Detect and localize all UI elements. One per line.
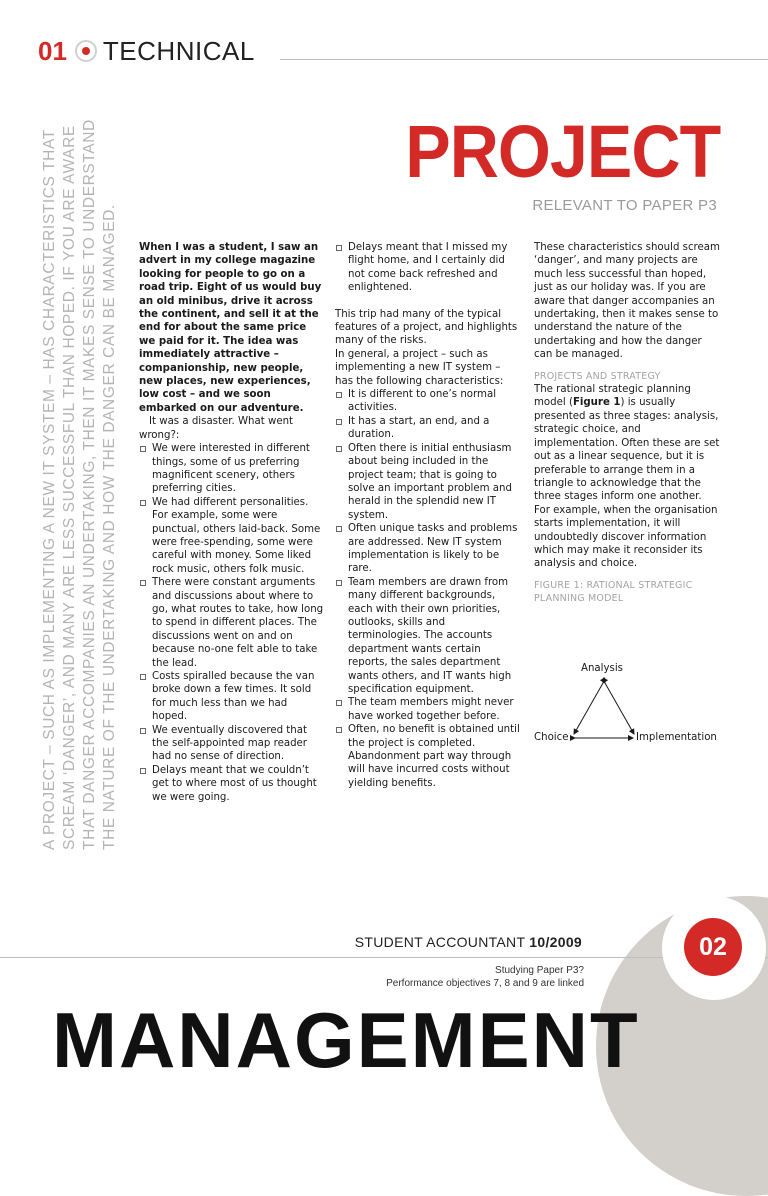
paragraph-text: ) is usually presented as three stages: analysis, strategic choice, and implementation. Often these are set out as a linear sequence, but it is preferable to arrange them in a triangle to acknowledge that the three stages inform one another. For example, when the organisation starts implementation, it will undoubtedly discover information which may make it reconsider its analysis and choice. bbox=[534, 397, 720, 570]
paragraph: This trip had many of the typical features of a project, and highlights many of the risks. bbox=[335, 308, 518, 347]
sidebar-line: A PROJECT – SUCH AS IMPLEMENTING A NEW IT SYSTEM – HAS CHARACTERISTICS THAT bbox=[41, 129, 58, 850]
footer-note bbox=[300, 964, 584, 990]
list-item: Delays meant that we couldn’t get to where most of us thought we were going. bbox=[139, 764, 325, 804]
section-number: 01 bbox=[38, 35, 67, 66]
section-label: TECHNICAL bbox=[102, 35, 255, 66]
next-page-title: MANAGEMENT bbox=[52, 996, 640, 1084]
article-column-1 bbox=[139, 241, 325, 804]
arrow-analysis-choice bbox=[574, 683, 603, 734]
sidebar-line: THE NATURE OF THE UNDERTAKING AND HOW THE DANGER CAN BE MANAGED. bbox=[101, 204, 118, 850]
magazine-issue: 10/2009 bbox=[529, 934, 582, 950]
diagram-node-implementation: Implementation bbox=[636, 732, 717, 743]
magazine-credit bbox=[300, 934, 582, 950]
figure-caption: FIGURE 1: RATIONAL STRATEGIC PLANNING MODEL bbox=[534, 579, 693, 605]
diagram-node-analysis: Analysis bbox=[581, 663, 623, 674]
sidebar-pull-quote bbox=[40, 110, 120, 850]
target-icon bbox=[75, 40, 97, 62]
list-item: We were interested in different things, some of us preferring magnificent scenery, others preferring cities. bbox=[139, 442, 325, 496]
diagram-node-choice: Choice bbox=[534, 732, 569, 743]
figure-reference: Figure 1 bbox=[572, 397, 621, 409]
list-item: Often unique tasks and problems are addressed. New IT system implementation is likely to be rare. bbox=[335, 522, 521, 576]
list-item: The team members might never have worked together before. bbox=[335, 696, 521, 723]
article-column-3 bbox=[534, 241, 720, 606]
lead-paragraph: When I was a student, I saw an advert in my college magazine looking for people to go on a road trip. Eight of us would buy an old minibus, drive it across the continent, and sell it at the end for about the same price we paid for it. The idea was immediately attractive – companionship, new people, new places, new experiences, low cost – and we soon embarked on our adventure. bbox=[139, 242, 322, 414]
list-item: It is different to one’s normal activities. bbox=[335, 388, 521, 415]
footer-note-line: Performance objectives 7, 8 and 9 are linked bbox=[386, 978, 584, 989]
list-item: Delays meant that I missed my flight home, and I certainly did not come back refreshed and enlightened. bbox=[335, 241, 521, 295]
paragraph bbox=[534, 383, 720, 571]
spacer bbox=[534, 571, 720, 579]
arrow-analysis-implementation bbox=[605, 683, 634, 734]
list-item: It has a start, an end, and a duration. bbox=[335, 415, 521, 442]
footer-rule bbox=[0, 957, 768, 958]
list-item: Costs spiralled because the van broke down a few times. It sold for much less than we had hoped. bbox=[139, 670, 325, 724]
list-item: There were constant arguments and discussions about where to go, what routes to take, how long to spend in different places. The discussions went on and on because no-one felt able to take the lead. bbox=[139, 576, 325, 670]
header-rule bbox=[280, 59, 768, 60]
list-item: We eventually discovered that the self-appointed map reader had no sense of direction. bbox=[139, 724, 325, 764]
spacer bbox=[534, 362, 720, 370]
sidebar-line: THAT DANGER ACCOMPANIES AN UNDERTAKING, THEN IT MAKES SENSE TO UNDERSTAND bbox=[81, 119, 98, 850]
list-item: Team members are drawn from many different backgrounds, each with their own priorities, outlooks, skills and terminologies. The accounts department wants certain reports, the sales department wants others, and IT wants high specification equipment. bbox=[335, 576, 521, 697]
paragraph-text: The rational strategic planning model ( bbox=[534, 384, 691, 409]
paragraph: It was a disaster. What went wrong?: bbox=[139, 416, 294, 441]
sidebar-line: SCREAM ‘DANGER’, AND MANY ARE LESS SUCCESSFUL THAN HOPED. IF YOU ARE AWARE bbox=[61, 125, 78, 850]
list-item: Often there is initial enthusiasm about being included in the project team; that is going to solve an important problem and herald in the splendid new IT system. bbox=[335, 442, 521, 522]
section-header bbox=[38, 34, 255, 68]
magazine-name: STUDENT ACCOUNTANT bbox=[354, 934, 526, 950]
article-title: PROJECT bbox=[405, 110, 721, 193]
article-subtitle: RELEVANT TO PAPER P3 bbox=[532, 197, 717, 214]
article-column-2 bbox=[335, 241, 521, 790]
section-heading: PROJECTS AND STRATEGY bbox=[534, 370, 661, 382]
list-item: We had different personalities. For example, some were punctual, others laid-back. Some were free-spending, some were careful with money. Some liked rock music, others folk music. bbox=[139, 496, 325, 576]
page-badge: 02 bbox=[684, 918, 742, 976]
spacer bbox=[335, 295, 521, 308]
planning-model-diagram bbox=[530, 660, 730, 752]
paragraph: In general, a project – such as implementing a new IT system – has the following characteristics: bbox=[335, 348, 504, 387]
footer-note-line: Studying Paper P3? bbox=[495, 965, 584, 976]
list-item: Often, no benefit is obtained until the project is completed. Abandonment part way through will have incurred costs without yielding benefits. bbox=[335, 723, 521, 790]
paragraph: These characteristics should scream ‘danger’, and many projects are much less successful than hoped, just as our holiday was. If you are aware that danger accompanies an undertaking, then it makes sense to understand the nature of the undertaking and how the danger can be managed. bbox=[534, 242, 720, 361]
